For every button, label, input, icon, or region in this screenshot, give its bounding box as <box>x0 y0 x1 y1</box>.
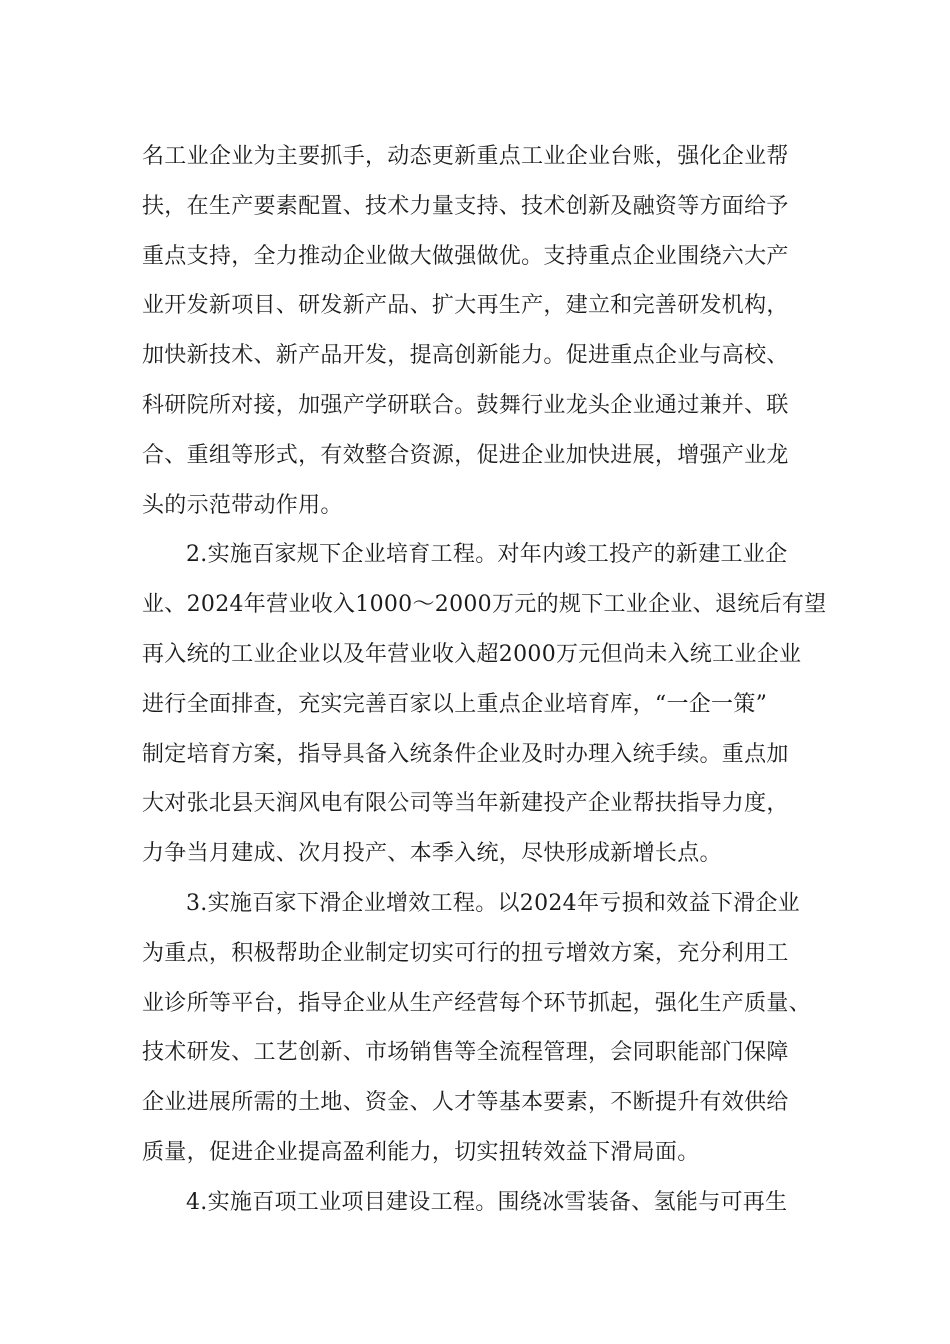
paragraph-1 <box>142 132 832 530</box>
text-line-indented: 3.实施百家下滑企业增效工程。以2024年亏损和效益下滑企业 <box>186 890 800 916</box>
text-line: 加快新技术、新产品开发，提高创新能力。促进重点企业与高校、 <box>142 343 789 369</box>
text-line: 业开发新项目、研发新产品、扩大再生产，建立和完善研发机构， <box>142 293 789 319</box>
text-line: 制定培育方案，指导具备入统条件企业及时办理入统手续。重点加 <box>142 741 789 767</box>
text-line: 名工业企业为主要抓手，动态更新重点工业企业台账，强化企业帮 <box>142 144 789 169</box>
text-line: 头的示范带动作用。 <box>142 492 343 518</box>
text-line: 为重点，积极帮助企业制定切实可行的扭亏增效方案，充分利用工 <box>142 940 789 966</box>
text-line: 力争当月建成、次月投产、本季入统，尽快形成新增长点。 <box>142 841 722 867</box>
paragraph-4 <box>142 1178 832 1228</box>
text-line: 大对张北县天润风电有限公司等当年新建投产企业帮扶指导力度， <box>142 791 789 817</box>
text-line: 技术研发、工艺创新、市场销售等全流程管理，会同职能部门保障 <box>142 1040 789 1066</box>
text-line: 质量，促进企业提高盈利能力，切实扭转效益下滑局面。 <box>142 1139 700 1165</box>
text-line: 科研院所对接，加强产学研联合。鼓舞行业龙头企业通过兼并、联 <box>142 392 789 418</box>
document-body <box>142 132 832 1228</box>
text-line: 再入统的工业企业以及年营业收入超2000万元但尚未入统工业企业 <box>142 641 802 667</box>
paragraph-2 <box>142 530 832 879</box>
text-line: 进行全面排查，充实完善百家以上重点企业培育库，“一企一策” <box>142 691 768 717</box>
text-line: 企业进展所需的土地、资金、人才等基本要素，不断提升有效供给 <box>142 1090 789 1116</box>
text-line: 业、2024年营业收入1000～2000万元的规下工业企业、退统后有望 <box>142 592 827 618</box>
text-line: 业诊所等平台，指导企业从生产经营每个环节抓起，强化生产质量、 <box>142 990 812 1016</box>
text-line: 扶，在生产要素配置、技术力量支持、技术创新及融资等方面给予 <box>142 193 789 219</box>
text-line-indented: 2.实施百家规下企业培育工程。对年内竣工投产的新建工业企 <box>186 542 788 568</box>
paragraph-3 <box>142 879 832 1178</box>
text-line-indented: 4.实施百项工业项目建设工程。围绕冰雪装备、氢能与可再生 <box>186 1189 788 1215</box>
text-line: 重点支持，全力推动企业做大做强做优。支持重点企业围绕六大产 <box>142 243 789 269</box>
text-line: 合、重组等形式，有效整合资源，促进企业加快进展，增强产业龙 <box>142 442 789 468</box>
